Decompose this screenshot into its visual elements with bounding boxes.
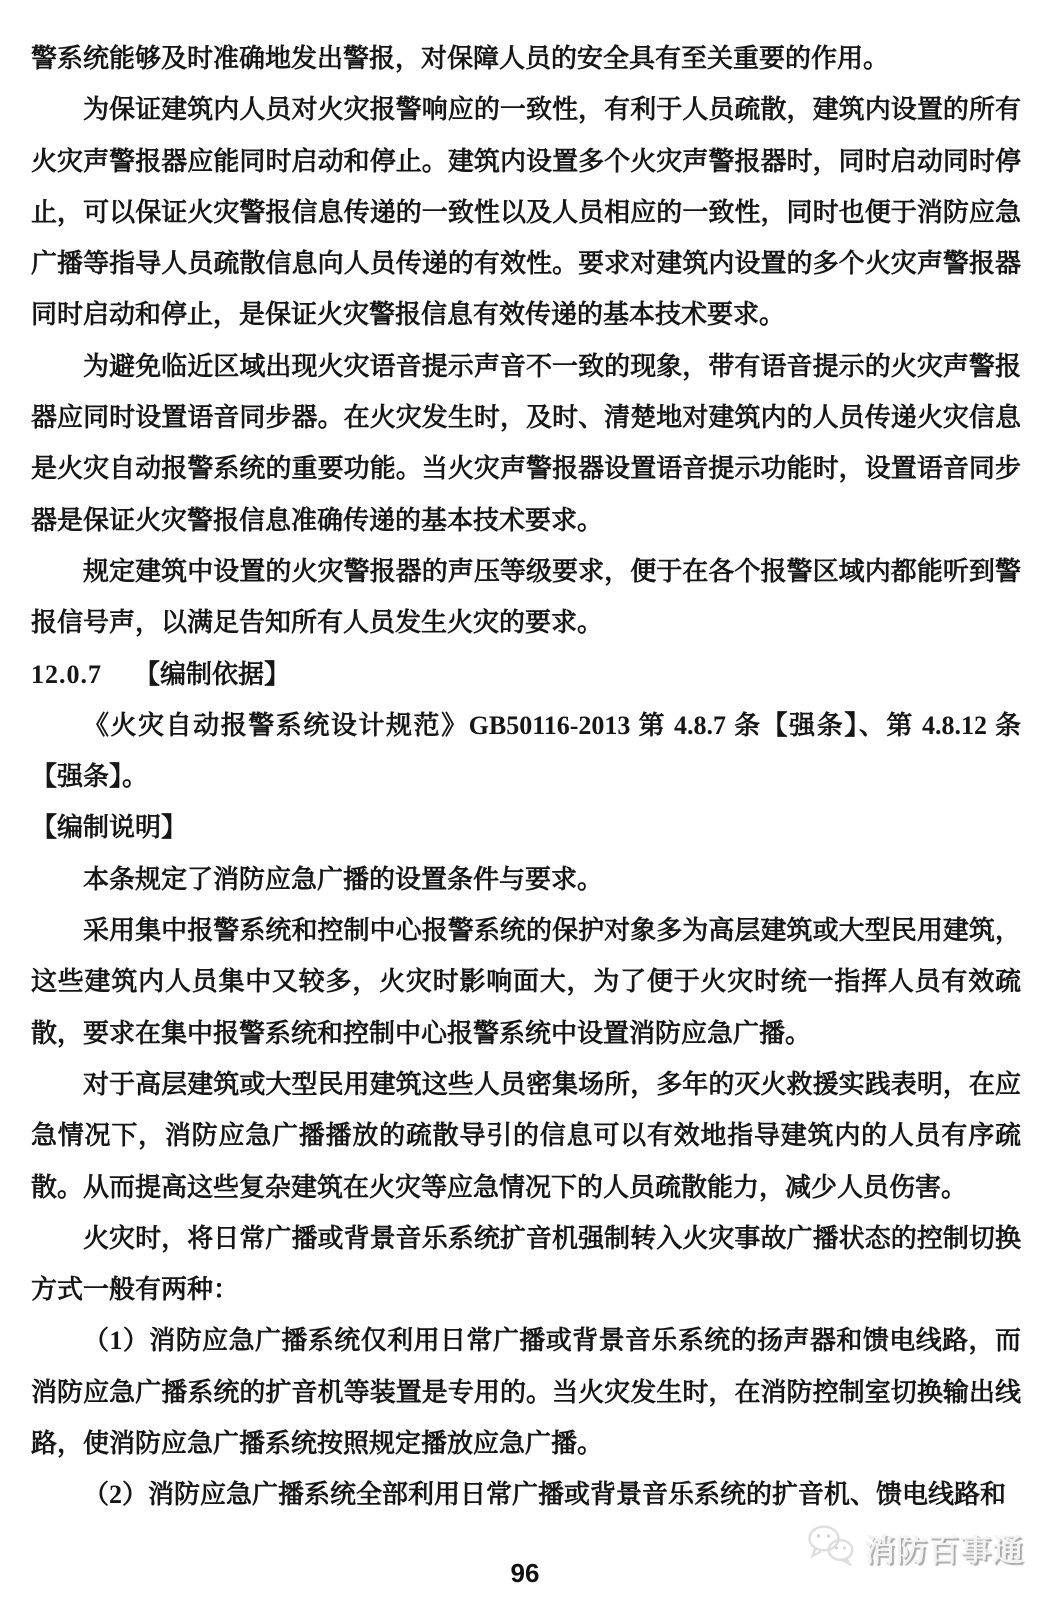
- page-number: 96: [510, 1558, 540, 1588]
- clause-heading: [31, 649, 1021, 700]
- paragraph: 规定建筑中设置的火灾警报器的声压等级要求，便于在各个报警区域内都能听到警报信号声，以满足告知所有人员发生火灾的要求。: [31, 556, 1021, 638]
- document-body: [31, 33, 1021, 1521]
- paragraph: 本条规定了消防应急广播的设置条件与要求。: [83, 864, 604, 894]
- paragraph: （1）消防应急广播系统仅利用日常广播或背景音乐系统的扬声器和馈电线路，而消防应急广播系统的扩音机等装置是专用的。当火灾发生时，在消防控制室切换输出线路，使消防应急广播系统按照规定播放应急广播。: [31, 1326, 1021, 1459]
- paragraph: 警系统能够及时准确地发出警报，对保障人员的安全具有至关重要的作用。: [31, 44, 890, 73]
- paragraph: 《火灾自动报警系统设计规范》GB50116-2013 第 4.8.7 条【强条】、第 4.8.12 条【强条】。: [31, 710, 1021, 792]
- paragraph: 为保证建筑内人员对火灾报警响应的一致性，有利于人员疏散，建筑内设置的所有火灾声警报器应能同时启动和停止。建筑内设置多个火灾声警报器时，同时启动同时停止，可以保证火灾警报信息传递的一致性以及人员相应的一致性，同时也便于消防应急广播等指导人员疏散信息向人员传递的有效性。要求对建筑内设置的多个火灾声警报器同时启动和停止，是保证火灾警报信息有效传递的基本技术要求。: [31, 95, 1021, 330]
- clause-label: 【编制依据】: [134, 659, 291, 689]
- section-heading: 【编制说明】: [31, 813, 188, 843]
- paragraph: 为避免临近区域出现火灾语音提示声音不一致的现象，带有语音提示的火灾声警报器应同时设置语音同步器。在火灾发生时，及时、清楚地对建筑内的人员传递火灾信息是火灾自动报警系统的重要功能。当火灾声警报器设置语音提示功能时，设置语音同步器是保证火灾警报信息准确传递的基本技术要求。: [31, 351, 1021, 535]
- watermark-text: 消防百事通: [864, 1533, 1024, 1568]
- paragraph: （2）消防应急广播系统全部利用日常广播或背景音乐系统的扩音机、馈电线路和: [83, 1480, 1007, 1510]
- paragraph: 采用集中报警系统和控制中心报警系统的保护对象多为高层建筑或大型民用建筑，这些建筑内人员集中又较多，火灾时影响面大，为了便于火灾时统一指挥人员有效疏散，要求在集中报警系统和控制中心报警系统中设置消防应急广播。: [31, 916, 1021, 1048]
- paragraph: 火灾时，将日常广播或背景音乐系统扩音机强制转入火灾事故广播状态的控制切换方式一般有两种：: [31, 1223, 1021, 1305]
- paragraph: 对于高层建筑或大型民用建筑这些人员密集场所，多年的灭火救援实践表明，在应急情况下，消防应急广播播放的疏散导引的信息可以有效地指导建筑内的人员有序疏散。从而提高这些复杂建筑在火灾等应急情况下的人员疏散能力，减少人员伤害。: [31, 1069, 1021, 1202]
- clause-number: 12.0.7: [31, 659, 102, 689]
